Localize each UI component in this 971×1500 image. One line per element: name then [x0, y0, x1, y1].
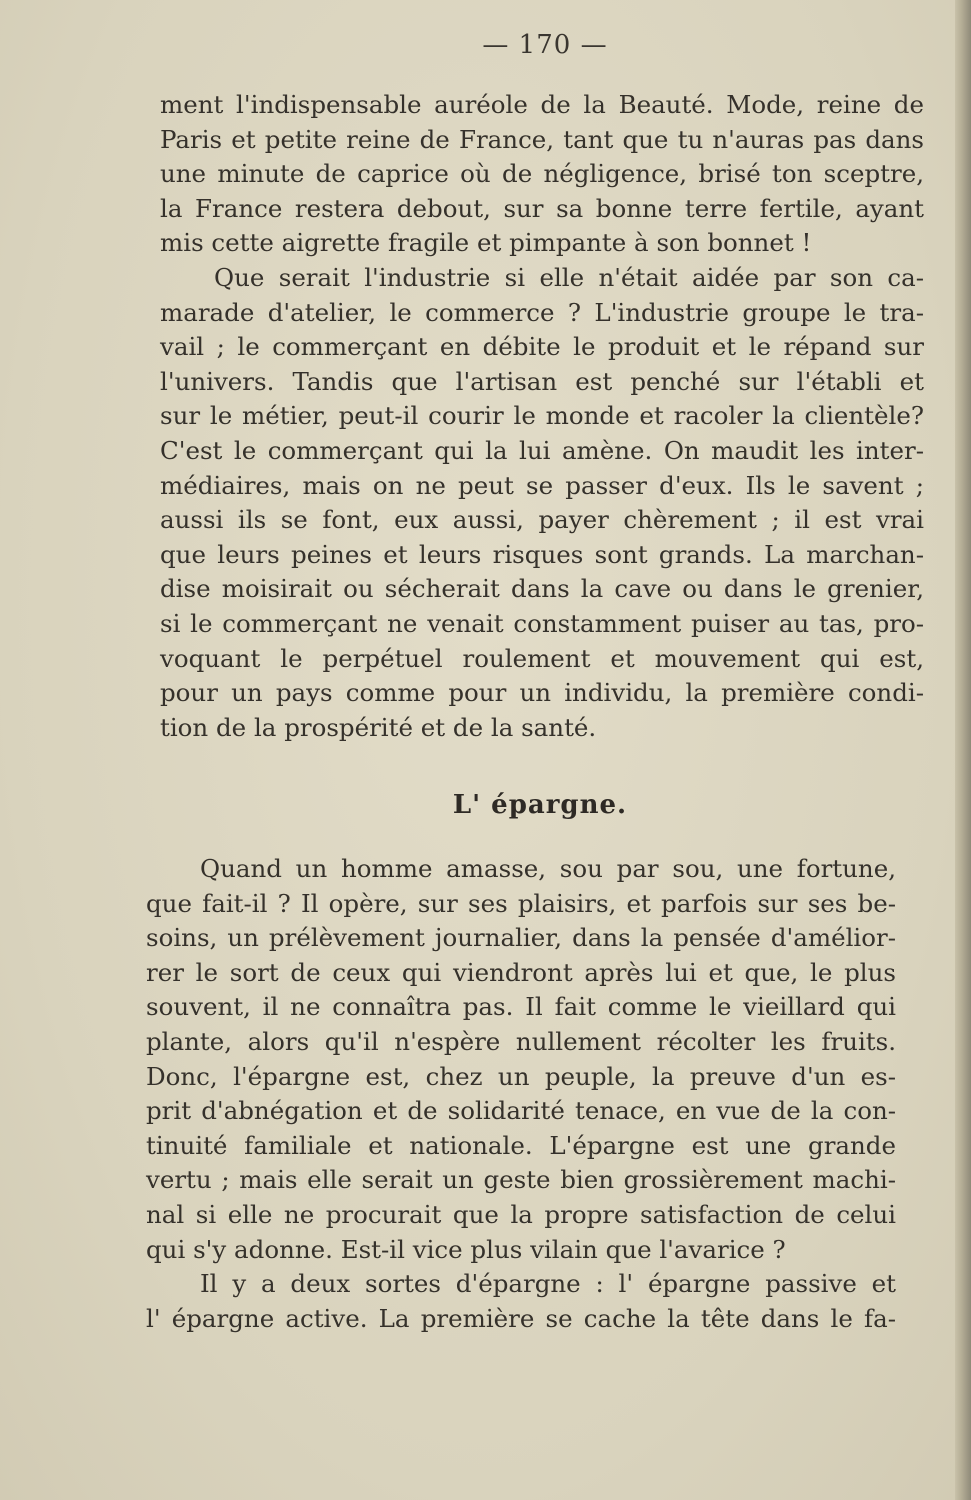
text-block-lower: [146, 852, 896, 1336]
text-line: tion de la prospérité et de la santé.: [160, 712, 597, 742]
text-line: prit d'abnégation et de solidarité tenace, en vue de la con-: [146, 1096, 896, 1126]
text-line: si le commerçant ne venait constamment puiser au tas, pro-: [160, 608, 924, 638]
text-line: médiaires, mais on ne peut se passer d'eux. Ils le savent ;: [160, 470, 924, 500]
text-line: souvent, il ne connaîtra pas. Il fait comme le vieillard qui: [146, 992, 896, 1022]
text-line: que fait-il ? Il opère, sur ses plaisirs, et parfois sur ses be-: [146, 888, 896, 918]
text-line: vail ; le commerçant en débite le produit et le répand sur: [160, 332, 924, 362]
text-line: sur le métier, peut-il courir le monde et racoler la clientèle?: [160, 401, 924, 431]
text-line: nal si elle ne procurait que la propre satisfaction de celui: [146, 1199, 896, 1229]
text-line: Paris et petite reine de France, tant que tu n'auras pas dans: [160, 124, 924, 154]
text-line: marade d'atelier, le commerce ? L'industrie groupe le tra-: [160, 297, 924, 327]
text-line: l'univers. Tandis que l'artisan est penché sur l'établi et: [160, 366, 924, 396]
text-line: dise moisirait ou sécherait dans la cave ou dans le grenier,: [160, 574, 924, 604]
text-line: tinuité familiale et nationale. L'épargne est une grande: [146, 1130, 896, 1160]
text-line: vertu ; mais elle serait un geste bien grossièrement machi-: [146, 1165, 896, 1195]
text-line: mis cette aigrette fragile et pimpante à son bonnet !: [160, 228, 812, 258]
text-line: C'est le commerçant qui la lui amène. On maudit les inter-: [160, 435, 924, 465]
text-line: plante, alors qu'il n'espère nullement récolter les fruits.: [146, 1026, 896, 1056]
text-line: que leurs peines et leurs risques sont grands. La marchan-: [160, 539, 924, 569]
text-line: voquant le perpétuel roulement et mouvement qui est,: [160, 643, 924, 673]
text-line: rer le sort de ceux qui viendront après lui et que, le plus: [146, 957, 896, 987]
text-line: soins, un prélèvement journalier, dans la pensée d'amélior-: [146, 923, 896, 953]
text-line: Il y a deux sortes d'épargne : l' épargne passive et: [200, 1269, 896, 1299]
text-line: Donc, l'épargne est, chez un peuple, la preuve d'un es-: [146, 1061, 896, 1091]
text-line: Que serait l'industrie si elle n'était aidée par son ca-: [214, 262, 924, 292]
text-line: l' épargne active. La première se cache la tête dans le fa-: [146, 1303, 896, 1333]
text-line: Quand un homme amasse, sou par sou, une fortune,: [200, 854, 896, 883]
text-line: pour un pays comme pour un individu, la première condi-: [160, 678, 924, 708]
section-heading: L' épargne.: [452, 790, 628, 820]
text-block-upper: [160, 88, 924, 745]
text-line: la France restera debout, sur sa bonne terre fertile, ayant: [160, 193, 924, 223]
text-line: ment l'indispensable auréole de la Beauté. Mode, reine de: [160, 90, 924, 119]
text-line: qui s'y adonne. Est-il vice plus vilain que l'avarice ?: [146, 1234, 786, 1264]
text-line: une minute de caprice où de négligence, brisé ton sceptre,: [160, 159, 924, 189]
page-number: — 170 —: [482, 30, 608, 60]
text-line: aussi ils se font, eux aussi, payer chèrement ; il est vrai: [160, 505, 924, 535]
page-edge-shadow: [955, 0, 971, 1500]
